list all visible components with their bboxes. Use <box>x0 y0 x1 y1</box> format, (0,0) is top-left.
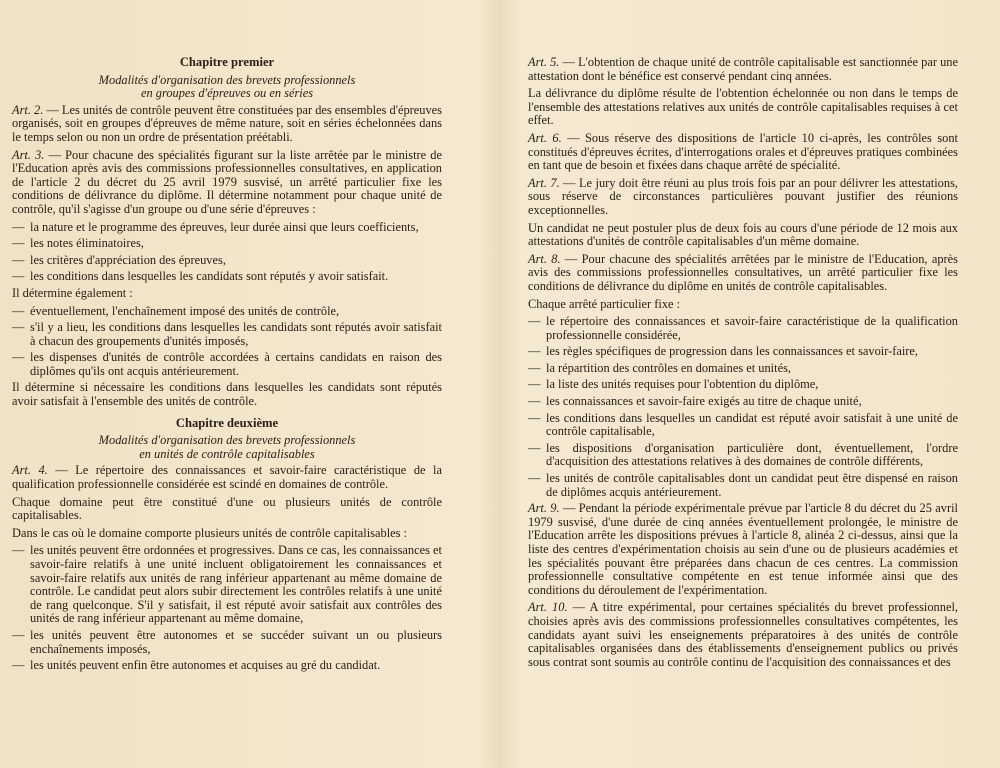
list-item: — les unités peuvent enfin être autonomes et acquises au gré du candidat. <box>12 658 381 673</box>
article-5-label: Art. 5. <box>528 55 560 69</box>
list-item: — les règles spécifiques de progression dans les connaissances et savoir-faire, <box>528 344 919 359</box>
article-10-label: Art. 10. <box>528 600 568 615</box>
article-8 <box>528 253 958 294</box>
article-5 <box>528 56 958 83</box>
article-6-label: Art. 6. <box>528 130 562 145</box>
article-9-text: — Pendant la période expérimentale prévue par l'article 8 du décret du 25 avril 1979 susvisé, d'une durée de cinq années éventuellement prolongée, le ministre de l'Education arrête les dispositions prévues à l'article 8, alinéa 2 ci-dessus, ainsi que la liste des centres d'expérimentation choisis au sein d'une ou de plusieurs académies et les spécialités pouvant être préparées dans chacun de ces centres. La commission professionnelle consultative compétente en est tenue informée ainsi que des conditions du déroulement de l'expérimentation. <box>528 501 958 597</box>
list-item: — les conditions dans lesquelles un candidat est réputé avoir satisfait à une unité de contrôle capitalisable, <box>528 410 958 439</box>
article-6-text: — Sous réserve des dispositions de l'article 10 ci-après, les contrôles sont constitués d'épreuves écrites, d'interrogations orales et d'épreuves pratiques combinées en tant que de besoin et fixées dans chaque arrêté de spécialité. <box>528 130 958 173</box>
article-4-p3: Dans le cas où le domaine comporte plusieurs unités de contrôle capitalisables : <box>12 525 408 540</box>
list-item: — les unités peuvent être autonomes et se succéder suivant un ou plusieurs enchaînements imposés, <box>12 627 442 656</box>
article-10-text: — A titre expérimental, pour certaines spécialités du brevet professionnel, choisies après avis des commissions professionnelles consultatives compétentes, les candidats ayant suivi les enseignements préparatoires à des unités de contrôle capitalisables organisées dans des établissements d'enseignement publics ou privés sous contrat sont soumis au contrôle continu de l'acquisition des connaissances et des <box>528 600 958 669</box>
list-item: — la liste des unités requises pour l'obtention du diplôme, <box>528 377 819 392</box>
article-8-p2: Chaque arrêté particulier fixe : <box>528 296 681 311</box>
chapter-1-subtitle-line2: en groupes d'épreuves ou en séries <box>140 86 314 101</box>
list-item: — les notes éliminatoires, <box>12 236 144 251</box>
chapter-2-subtitle <box>12 434 442 461</box>
article-3-end: Il détermine si nécessaire les conditions dans lesquelles les candidats sont réputés avoir satisfait à l'ensemble des unités de contrôle. <box>12 380 442 409</box>
article-7 <box>528 177 958 218</box>
article-5-p2: La délivrance du diplôme résulte de l'obtention échelonnée ou non dans le temps de l'ensemble des attestations relatives aux unités de contrôle capitalisables requises à cet effet. <box>528 86 958 128</box>
list-item: — le répertoire des connaissances et savoir-faire caractéristique de la qualification professionnelle considérée, <box>528 314 958 342</box>
article-2-label: Art. 2. <box>12 102 44 117</box>
list-item: — les unités de contrôle capitalisables dont un candidat peut être dispensé en raison de diplômes acquis antérieurement. <box>528 471 958 499</box>
article-7-p2: Un candidat ne peut postuler plus de deux fois au cours d'une période de 12 mois aux attestations d'unités de contrôle capitalisables d'un même domaine. <box>528 220 958 249</box>
article-3-text: — Pour chacune des spécialités figurant sur la liste arrêtée par le ministre de l'Education après avis des commissions professionnelles consultatives, en application de l'article 2 du décret du 25 avril 1979 susvisé, un arrêté particulier fixe les conditions de délivrance du diplôme. Il détermine notamment pour chaque unité de contrôle, qu'il s'agisse d'un groupe ou d'une série d'épreuves : <box>12 147 443 216</box>
article-2 <box>12 104 442 145</box>
list-item: — éventuellement, l'enchaînement imposé des unités de contrôle, <box>12 303 340 318</box>
article-6 <box>528 132 958 173</box>
article-4-label: Art. 4. <box>12 463 48 478</box>
article-8-label: Art. 8. <box>528 251 561 266</box>
article-10 <box>528 601 958 669</box>
chapter-1-subtitle <box>12 74 442 101</box>
article-9 <box>528 502 958 597</box>
chapter-2-subtitle-line1: Modalités d'organisation des brevets professionnels <box>98 433 356 448</box>
list-item: — les unités peuvent être ordonnées et progressives. Dans ce cas, les connaissances et savoir-faire relatifs à une unité incluent obligatoirement les connaissances et savoir-faire relatifs aux unités de rang inférieur appartenant au même domaine de contrôle. Le candidat peut alors subir directement les contrôles relatifs à une unité de rang quelconque. S'il y satisfait, il est réputé avoir satisfait aux contrôles des unités de rang inférieur appartenant au même domaine, <box>12 543 442 626</box>
article-3-also: Il détermine également : <box>12 285 133 300</box>
list-item: — les critères d'appréciation des épreuves, <box>12 252 226 267</box>
chapter-1-subtitle-line1: Modalités d'organisation des brevets professionnels <box>98 72 356 87</box>
article-4-p2: Chaque domaine peut être constitué d'une ou plusieurs unités de contrôle capitalisables. <box>12 494 442 523</box>
chapter-2-title: Chapitre deuxième <box>175 415 279 430</box>
list-item: — s'il y a lieu, les conditions dans lesquelles les candidats sont réputés avoir satisfait à chacun des groupements d'unités imposés, <box>12 320 442 348</box>
article-3 <box>12 149 442 217</box>
article-4 <box>12 464 442 491</box>
list-item: — les conditions dans lesquelles les candidats sont réputés y avoir satisfait. <box>12 269 389 284</box>
list-item: — la répartition des contrôles en domaines et unités, <box>528 360 791 375</box>
article-3-label: Art. 3. <box>12 147 45 162</box>
list-item: — la nature et le programme des épreuves, leur durée ainsi que leurs coefficients, <box>12 219 419 234</box>
article-9-label: Art. 9. <box>528 501 560 516</box>
article-7-text: — Le jury doit être réuni au plus trois fois par an pour délivrer les attestations, sous réserve de circonstances particulières pouvant justifier des réunions exceptionnelles. <box>528 175 958 217</box>
chapter-1-title: Chapitre premier <box>179 55 275 69</box>
left-column <box>12 56 442 676</box>
article-5-text: — L'obtention de chaque unité de contrôle capitalisable est sanctionnée par une attestation dont le bénéfice est conservé pendant cinq années. <box>528 55 958 83</box>
list-item: — les dispositions d'organisation particulière dont, éventuellement, l'ordre d'acquisition des attestations relatives à des domaines de contrôle différents, <box>528 440 958 469</box>
article-8-text: — Pour chacune des spécialités arrêtées par le ministre de l'Education, après avis des commissions professionnelles consultatives, un arrêté particulier fixe les conditions de délivrance du diplôme en unités de contrôle capitalisables. <box>528 251 958 293</box>
right-column <box>528 56 958 673</box>
article-7-label: Art. 7. <box>528 175 560 190</box>
article-2-text: — Les unités de contrôle peuvent être constituées par des ensembles d'épreuves organisés, soit en groupes d'épreuves de même nature, soit en séries échelonnées dans le temps selon ou non un ordre de présentation préétabli. <box>12 102 442 144</box>
list-item: — les connaissances et savoir-faire exigés au titre de chaque unité, <box>528 394 862 409</box>
list-item: — les dispenses d'unités de contrôle accordées à certains candidats en raison des diplômes qu'ils ont acquis antérieurement. <box>12 350 442 378</box>
chapter-2-subtitle-line2: en unités de contrôle capitalisables <box>139 446 315 461</box>
article-4-text: — Le répertoire des connaissances et savoir-faire caractéristique de la qualification professionnelle considérée est scindé en domaines de contrôle. <box>12 463 442 492</box>
